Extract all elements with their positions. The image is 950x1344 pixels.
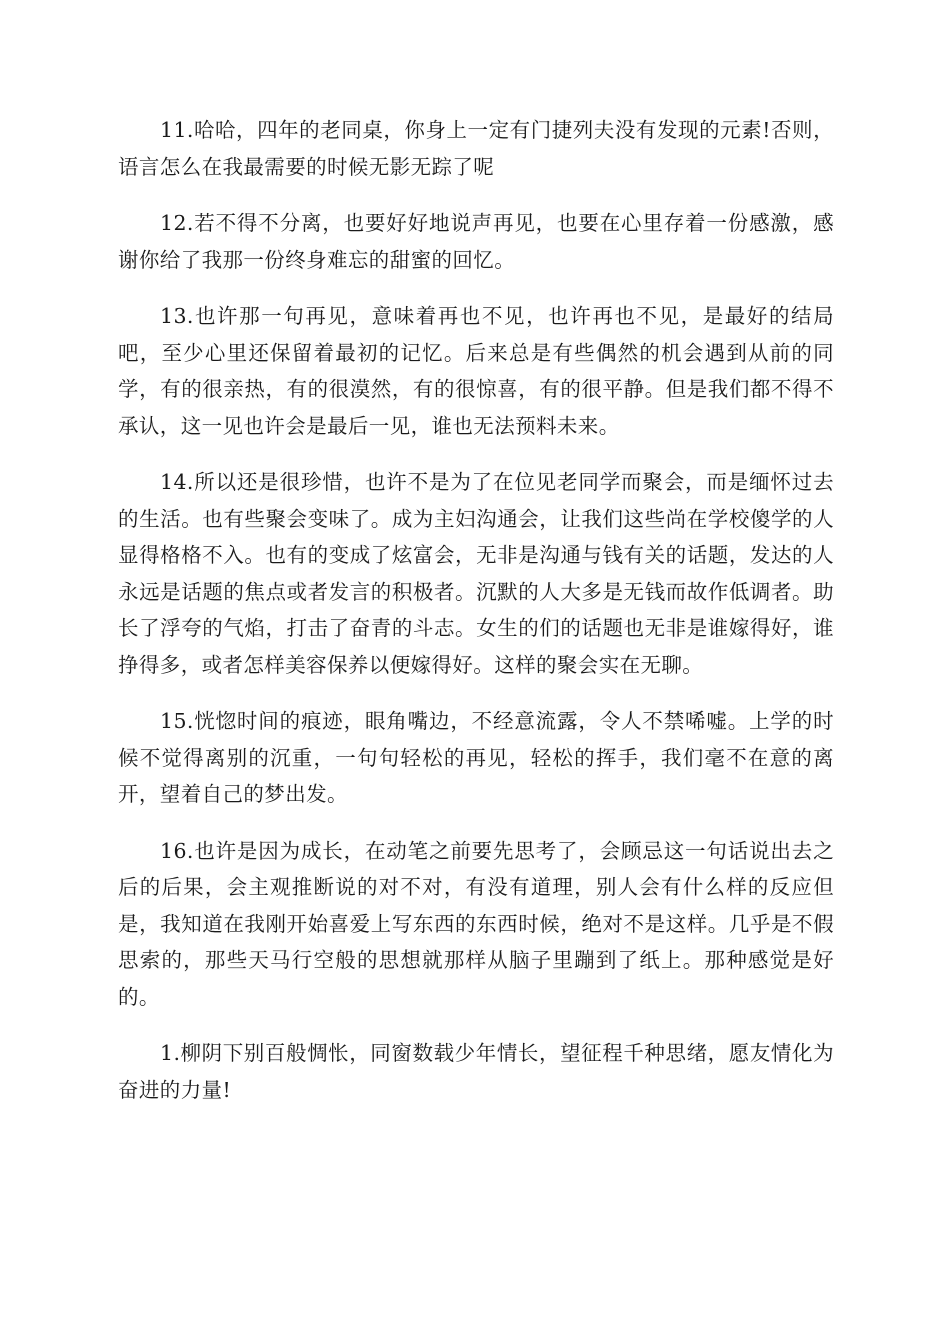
paragraph-14: 14.所以还是很珍惜，也许不是为了在位见老同学而聚会，而是缅怀过去的生活。也有些聚会变味了。成为主妇沟通会，让我们这些尚在学校傻学的人显得格格不入。也有的变成了炫富会，无非是沟通与钱有关的话题，发达的人永远是话题的焦点或者发言的积极者。沉默的人大多是无钱而故作低调者。助长了浮夸的气焰，打击了奋青的斗志。女生的们的话题也无非是谁嫁得好，谁挣得多，或者怎样美容保养以便嫁得好。这样的聚会实在无聊。 [118, 470, 834, 677]
paragraph-1: 1.柳阴下别百般惆怅，同窗数载少年情长，望征程千种思绪，愿友情化为奋进的力量! [118, 1041, 834, 1102]
paragraph-12: 12.若不得不分离，也要好好地说声再见，也要在心里存着一份感激，感谢你给了我那一份终身难忘的甜蜜的回忆。 [118, 211, 834, 272]
paragraph-16: 16.也许是因为成长，在动笔之前要先思考了，会顾忌这一句话说出去之后的后果，会主观推断说的对不对，有没有道理，别人会有什么样的反应但是，我知道在我刚开始喜爱上写东西的东西时候，绝对不是这样。几乎是不假思索的，那些天马行空般的思想就那样从脑子里蹦到了纸上。那种感觉是好的。 [118, 838, 834, 1009]
paragraph-15: 15.恍惚时间的痕迹，眼角嘴边，不经意流露，令人不禁唏嘘。上学的时候不觉得离别的沉重，一句句轻松的再见，轻松的挥手，我们毫不在意的离开，望着自己的梦出发。 [118, 709, 834, 806]
paragraph-13: 13.也许那一句再见，意味着再也不见，也许再也不见，是最好的结局吧，至少心里还保留着最初的记忆。后来总是有些偶然的机会遇到从前的同学，有的很亲热，有的很漠然，有的很惊喜，有的很平静。但是我们都不得不承认，这一见也许会是最后一见，谁也无法预料未来。 [118, 304, 834, 438]
document-body [118, 112, 834, 1128]
paragraph-11: 11.哈哈，四年的老同桌，你身上一定有门捷列夫没有发现的元素!否则，语言怎么在我最需要的时候无影无踪了呢 [118, 118, 834, 179]
